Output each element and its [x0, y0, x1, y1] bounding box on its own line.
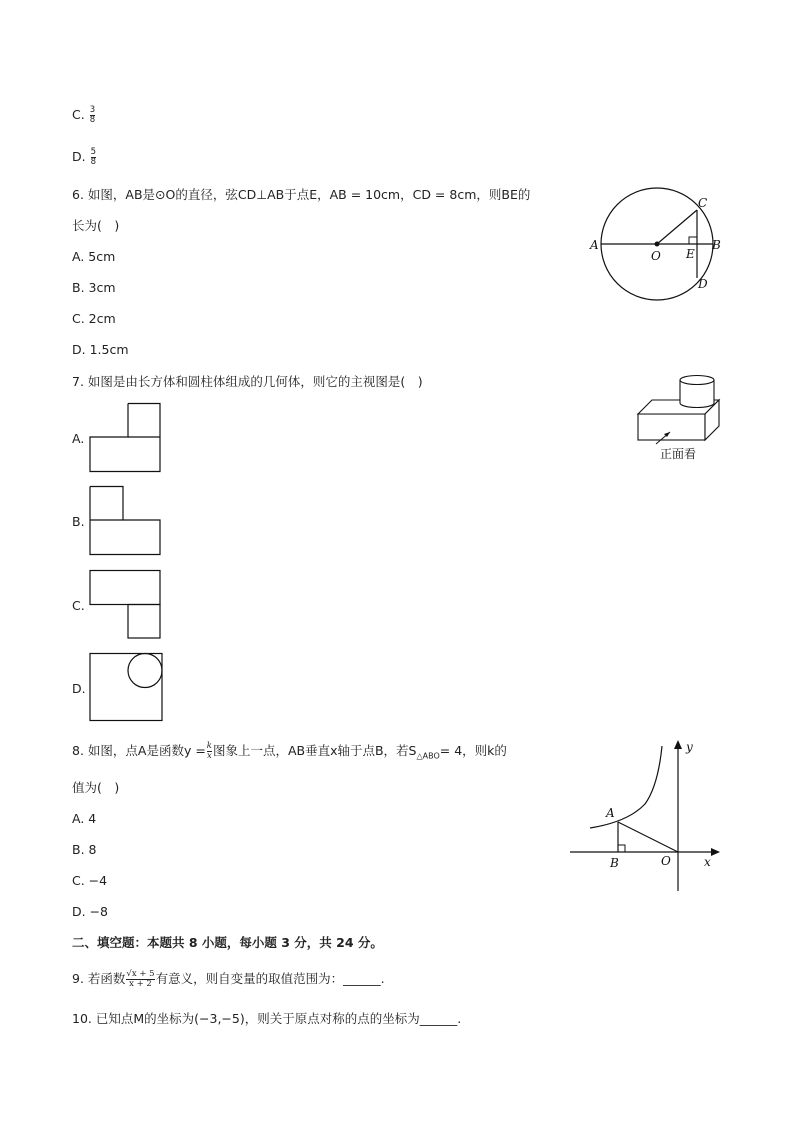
q6-option-b: B. 3cm: [72, 280, 116, 295]
label-x: x: [704, 855, 711, 869]
q6-stem-line2: 长为( ): [72, 218, 120, 233]
hyperbola-curve: [590, 746, 662, 828]
label-c: C: [698, 196, 708, 210]
q8-stem-line1: 8. 如图，点A是函数y = $\frac{k}{x}$ 图象上一点，AB垂直x轴于点B，若$S_{\triangle ABO}= 4$，则k的: [72, 741, 507, 761]
q6-circle-figure: [585, 185, 725, 305]
label-d: D: [698, 277, 708, 291]
right-angle-mark: [689, 237, 697, 244]
label-e: E: [686, 247, 695, 261]
fraction-k-over-x: $\frac{k}{x}$: [206, 741, 212, 761]
label-o: O: [661, 854, 671, 868]
q8-stem-line2: 值为( ): [72, 780, 120, 795]
q6-option-a: A. 5cm: [72, 249, 116, 264]
label-o: O: [651, 249, 661, 263]
q6-stem-line1: 6. 如图，AB是⊙O的直径，弦CD⊥AB于点E，AB = 10cm，CD = 8cm，则BE的: [72, 187, 531, 202]
label-b: B: [712, 238, 721, 252]
radius-oc: [657, 210, 697, 244]
label-b: B: [610, 856, 619, 870]
q7-option-b-label: B.: [72, 514, 85, 529]
q8-option-b: B. 8: [72, 842, 97, 857]
q6-option-c: C. 2cm: [72, 311, 116, 326]
q7-option-a-label: A.: [72, 431, 85, 446]
q10-stem: 10. 已知点M的坐标为(−3,−5)，则关于原点对称的点的坐标为______.: [72, 1011, 462, 1026]
q7-option-c-figure: [89, 570, 163, 640]
q7-option-b-figure: [89, 486, 163, 556]
center-point: [655, 242, 660, 247]
section-heading: 二、填空题：本题共 8 小题，每小题 3 分，共 24 分。: [72, 935, 383, 950]
q9-stem: 9. 若函数 $\frac{√x + 5}{x + 2}$ 有意义，则自变量的取值范围为：______.: [72, 969, 385, 989]
fraction-sqrt: $\frac{√x + 5}{x + 2}$: [126, 969, 155, 989]
q7-option-d-figure: [89, 653, 165, 723]
q7-solid-figure: [630, 372, 730, 464]
q8-graph-figure: [568, 736, 728, 896]
q6-option-d: D. 1.5cm: [72, 342, 129, 357]
q8-option-a: A. 4: [72, 811, 97, 826]
q5-option-c: C. $\frac{3}{8}$: [72, 105, 96, 125]
q8-option-c: C. −4: [72, 873, 108, 888]
q8-option-d: D. −8: [72, 904, 108, 919]
label-a: A: [606, 806, 615, 820]
fraction: $\frac{5}{8}$: [90, 147, 97, 167]
q7-option-a-figure: [89, 403, 163, 473]
q7-option-d-label: D.: [72, 681, 86, 696]
q5-option-d: D. $\frac{5}{8}$: [72, 147, 97, 167]
caption-front-view: 正面看: [660, 447, 697, 461]
fraction: $\frac{3}{8}$: [89, 105, 96, 125]
q7-option-c-label: C.: [72, 598, 85, 613]
label-a: A: [590, 238, 599, 252]
q7-stem: 7. 如图是由长方体和圆柱体组成的几何体，则它的主视图是( ): [72, 374, 423, 389]
label-y: y: [686, 740, 693, 754]
